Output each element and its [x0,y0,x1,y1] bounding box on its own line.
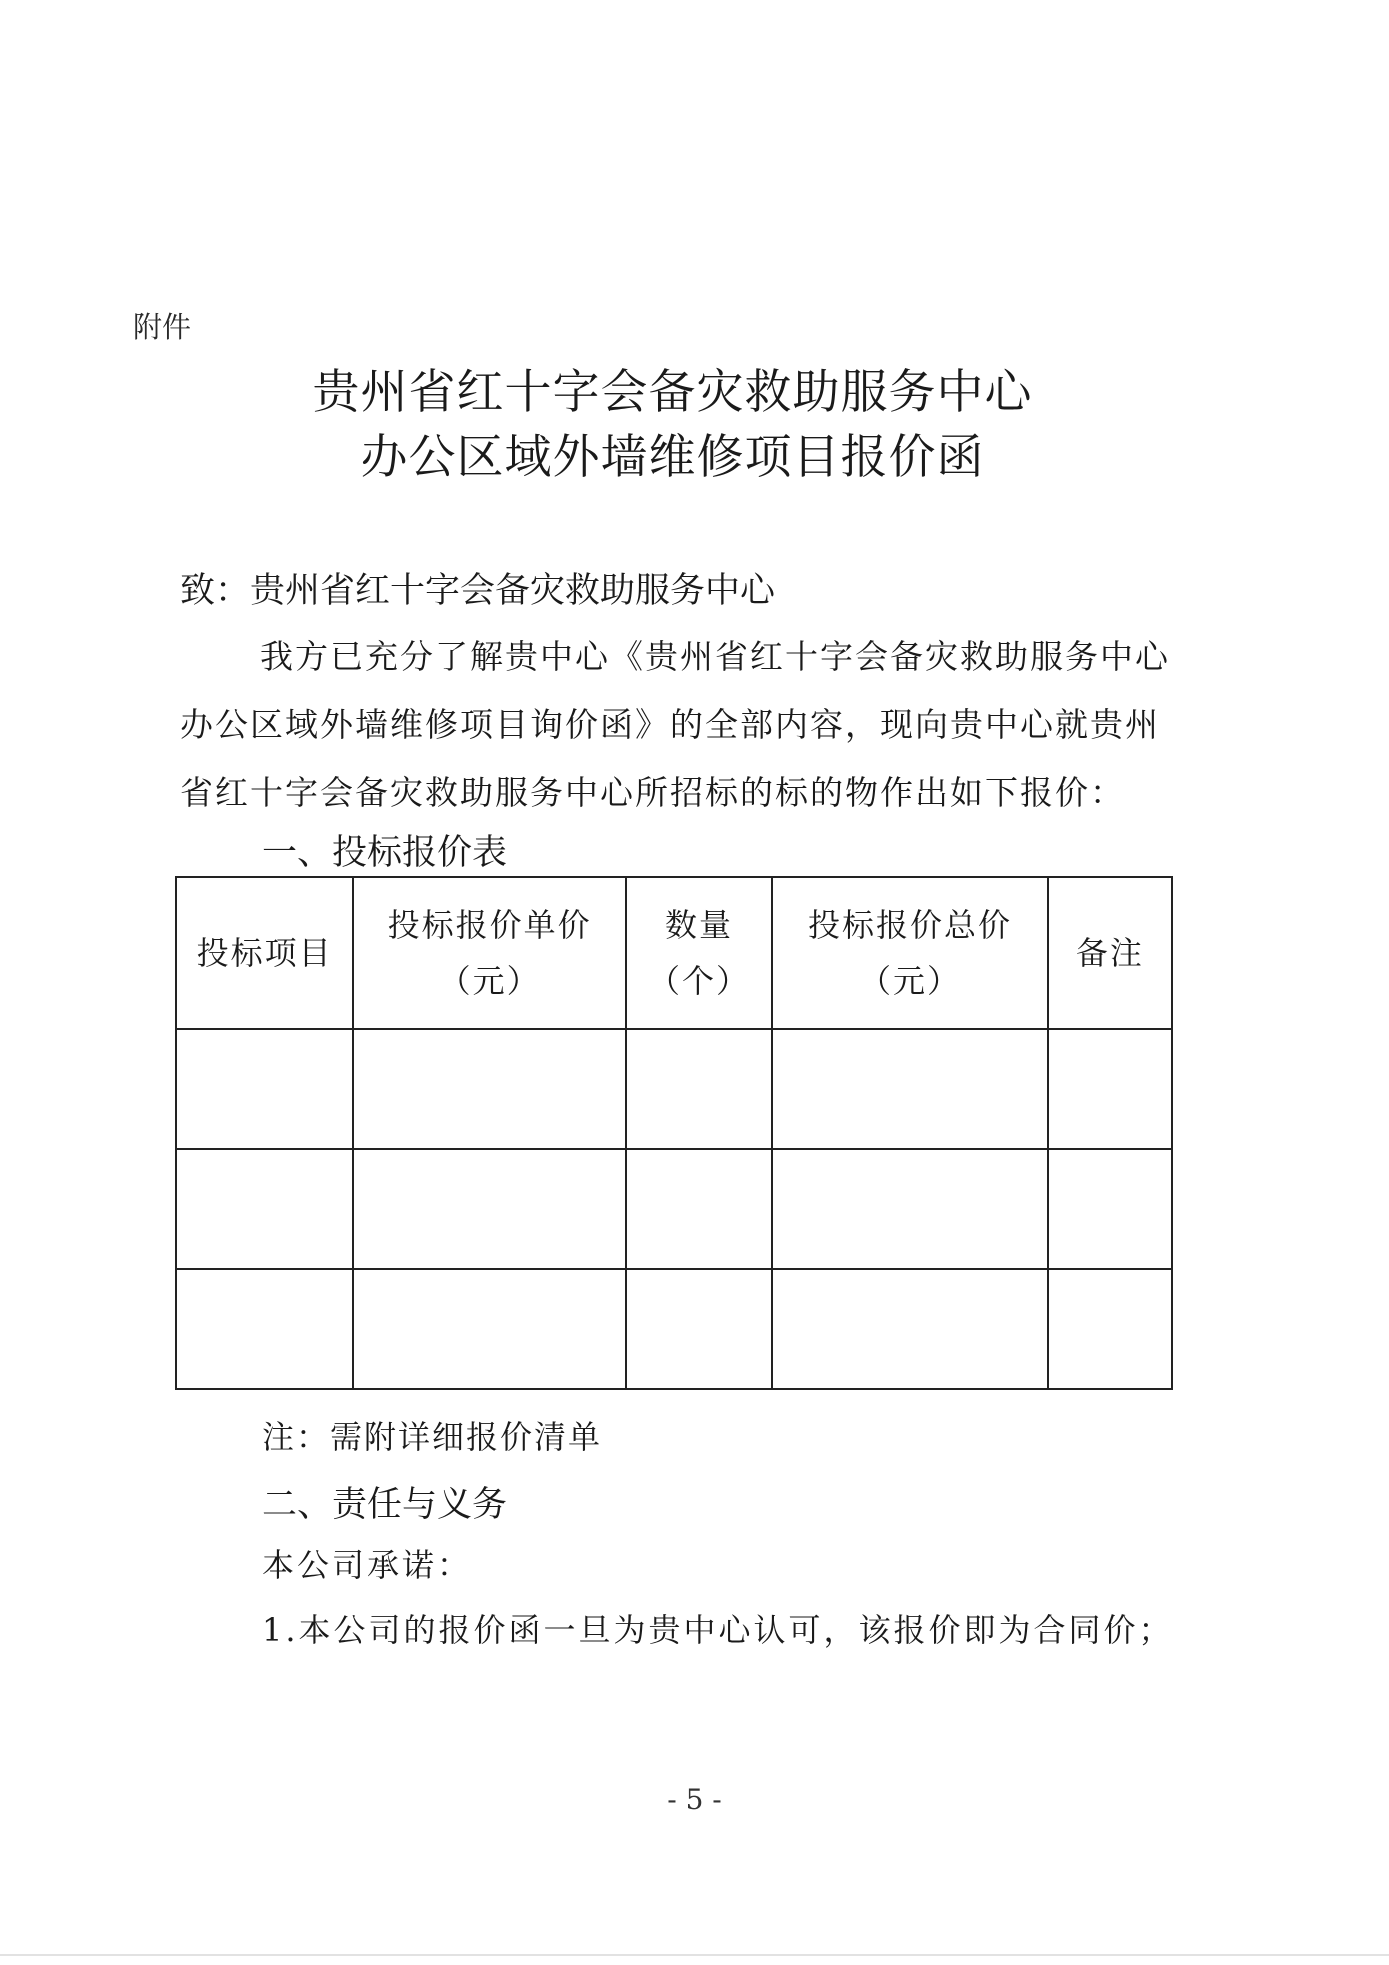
table-cell[interactable] [176,1269,353,1389]
attachment-label: 附件 [133,310,192,344]
table-note: 注：需附详细报价清单 [262,1418,603,1456]
addressee: 致：贵州省红十字会备灾救助服务中心 [180,571,776,611]
quote-table [175,876,1173,1390]
table-cell[interactable] [772,1269,1048,1389]
table-cell[interactable] [1048,1269,1172,1389]
table-cell[interactable] [176,1149,353,1269]
table-cell[interactable] [626,1269,772,1389]
commitment-lead: 本公司承诺： [262,1546,473,1584]
intro-paragraph [180,623,1220,827]
table-row [176,1149,1172,1269]
commitment-item-1: 1.本公司的报价函一旦为贵中心认可，该报价即为合同价； [262,1611,1174,1649]
section-heading-quote-table: 一、投标报价表 [262,833,508,873]
scan-edge-divider [0,1954,1389,1956]
page-number: - 5 - [667,1783,722,1816]
table-cell[interactable] [772,1149,1048,1269]
section-heading-responsibilities: 二、责任与义务 [262,1485,508,1525]
table-cell[interactable] [176,1029,353,1149]
intro-line-2: 办公区域外墙维修项目询价函》的全部内容，现向贵中心就贵州 [180,705,1160,744]
intro-line-1: 我方已充分了解贵中心《贵州省红十字会备灾救助服务中心 [260,637,1170,676]
table-header-row [176,877,1172,1029]
title-line-1: 贵州省红十字会备灾救助服务中心 [312,365,1033,420]
table-cell[interactable] [353,1269,626,1389]
header-remarks: 备注 [1048,877,1172,1029]
header-item: 投标项目 [176,877,353,1029]
table-row [176,1269,1172,1389]
table-cell[interactable] [626,1149,772,1269]
table-cell[interactable] [1048,1149,1172,1269]
intro-line-3: 省红十字会备灾救助服务中心所招标的标的物作出如下报价： [180,773,1125,812]
table-cell[interactable] [353,1029,626,1149]
header-total-price: 投标报价总价 （元） [772,877,1048,1029]
header-unit-price: 投标报价单价 （元） [353,877,626,1029]
title-line-2: 办公区域外墙维修项目报价函 [360,430,985,485]
header-quantity: 数量 （个） [626,877,772,1029]
table-cell[interactable] [772,1029,1048,1149]
table-cell[interactable] [353,1149,626,1269]
table-row [176,1029,1172,1149]
table-cell[interactable] [1048,1029,1172,1149]
table-cell[interactable] [626,1029,772,1149]
